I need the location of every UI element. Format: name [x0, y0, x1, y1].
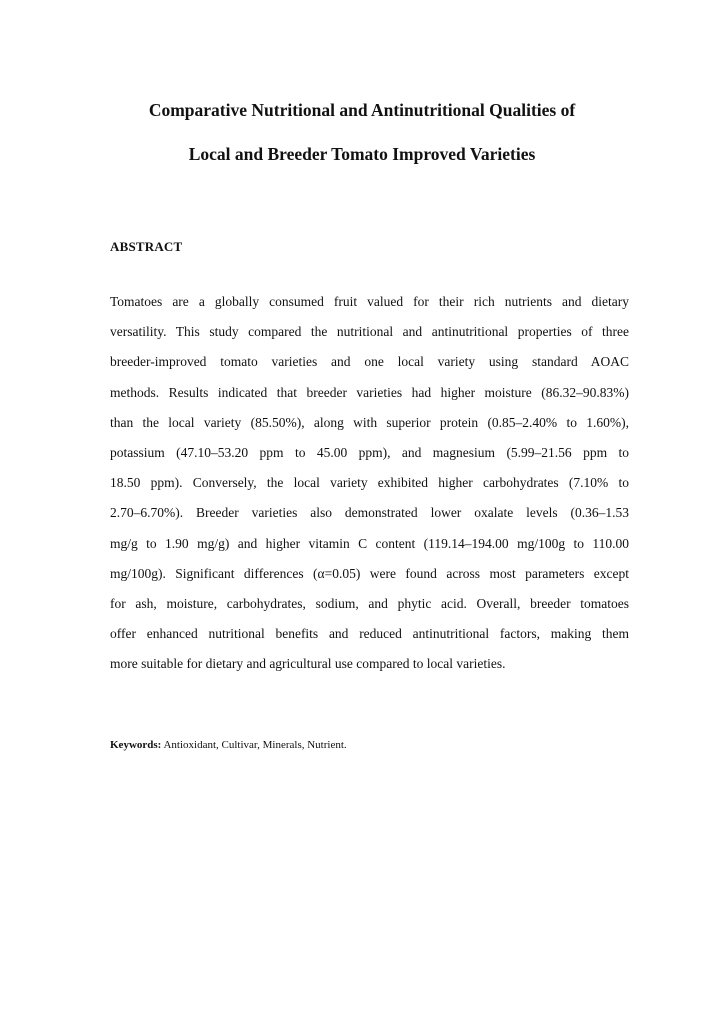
abstract-line: versatility. This study compared the nutritional and antinutritional properties of three: [110, 324, 629, 340]
abstract-line: 2.70–6.70%). Breeder varieties also demonstrated lower oxalate levels (0.36–1.53: [110, 505, 629, 521]
abstract-line: 18.50 ppm). Conversely, the local variety exhibited higher carbohydrates (7.10% to: [110, 475, 629, 491]
paper-title: [0, 88, 724, 176]
abstract-line: potassium (47.10–53.20 ppm to 45.00 ppm), and magnesium (5.99–21.56 ppm to: [110, 445, 629, 461]
abstract-line-last: more suitable for dietary and agricultural use compared to local varieties.: [110, 656, 506, 672]
title-line-2: Local and Breeder Tomato Improved Varieties: [188, 144, 536, 164]
abstract-line: than the local variety (85.50%), along with superior protein (0.85–2.40% to 1.60%),: [110, 414, 629, 430]
abstract-heading: ABSTRACT: [110, 239, 183, 254]
abstract-line: offer enhanced nutritional benefits and reduced antinutritional factors, making them: [110, 626, 629, 642]
abstract-line: mg/100g). Significant differences (α=0.05) were found across most parameters except: [110, 565, 629, 581]
keywords-line: [110, 737, 347, 753]
abstract-line: methods. Results indicated that breeder varieties had higher moisture (86.32–90.83%): [110, 384, 629, 400]
abstract-line: mg/g to 1.90 mg/g) and higher vitamin C content (119.14–194.00 mg/100g to 110.00: [110, 535, 629, 551]
abstract-line: breeder-improved tomato varieties and one local variety using standard AOAC: [110, 354, 629, 370]
abstract-line: Tomatoes are a globally consumed fruit valued for their rich nutrients and dietary: [110, 294, 629, 309]
abstract-body: [110, 287, 629, 680]
title-line-1: Comparative Nutritional and Antinutritional Qualities of: [148, 100, 576, 120]
keywords-text: Antioxidant, Cultivar, Minerals, Nutrient.: [161, 739, 347, 751]
keywords-label: Keywords:: [110, 739, 162, 751]
abstract-line: for ash, moisture, carbohydrates, sodium, and phytic acid. Overall, breeder tomatoes: [110, 596, 629, 612]
